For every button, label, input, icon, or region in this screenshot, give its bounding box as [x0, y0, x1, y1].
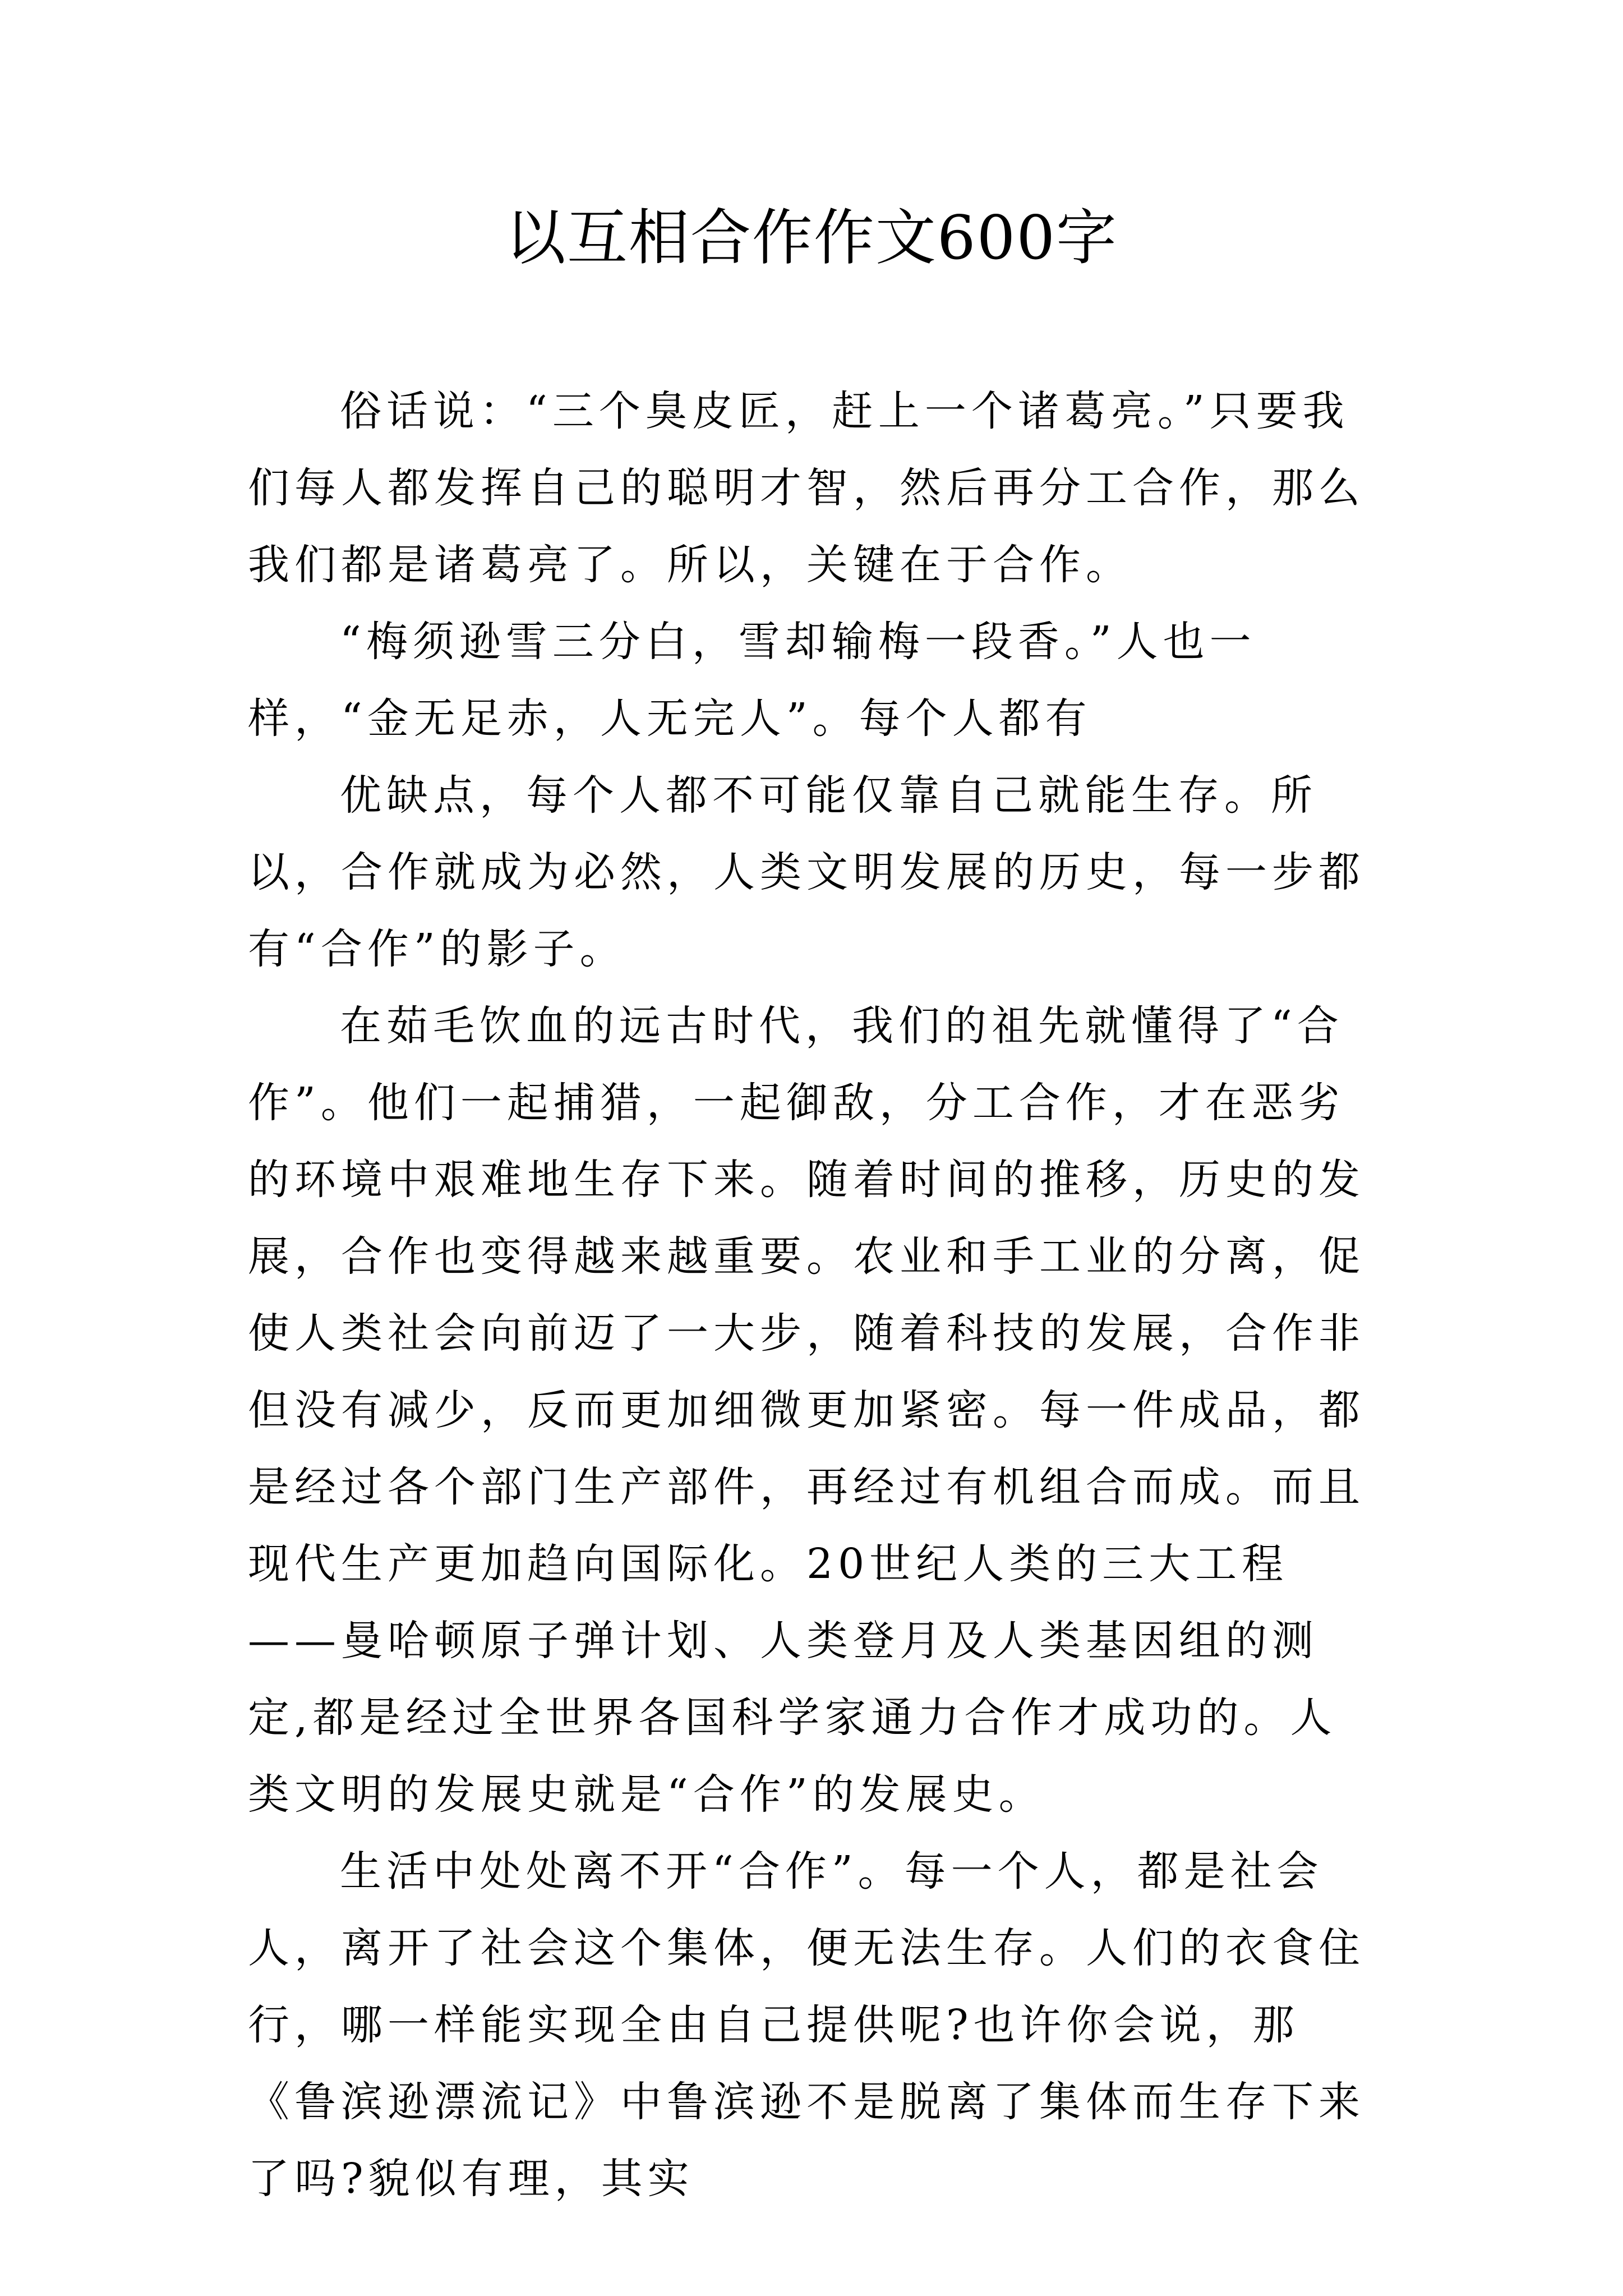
paragraph-5: 生活中处处离不开“合作”。每一个人，都是社会人，离开了社会这个集体，便无法生存。人们的衣食住行，哪一样能实现全由自己提供呢?也许你会说，那《鲁滨逊漂流记》中鲁滨逊不是脱离了集体而生存下来了吗?貌似有理，其实 [248, 1847, 1365, 2203]
document-title: 以互相合作作文600字 [505, 203, 1118, 273]
paragraph-4: 在茹毛饮血的远古时代，我们的祖先就懂得了“合作”。他们一起捕猎，一起御敌，分工合作，才在恶劣的环境中艰难地生存下来。随着时间的推移，历史的发展，合作也变得越来越重要。农业和手工业的分离，促使人类社会向前迈了一大步，随着科技的发展，合作非但没有减少，反而更加细微更加紧密。每一件成品，都是经过各个部门生产部件，再经过有机组合而成。而且现代生产更加趋向国际化。20世纪人类的三大工程——曼哈顿原子弹计划、人类登月及人类基因组的测定,都是经过全世界各国科学家通力合作才成功的。人类文明的发展史就是“合作”的发展史。 [248, 1002, 1365, 1819]
document-body [248, 373, 1375, 2217]
paragraph-2: “梅须逊雪三分白，雪却输梅一段香。”人也一样，“金无足赤，人无完人”。每个人都有 [248, 618, 1256, 743]
paragraph-1: 俗话说：“三个臭皮匠，赶上一个诸葛亮。”只要我们每人都发挥自己的聪明才智，然后再分工合作，那么我们都是诸葛亮了。所以，关键在于合作。 [248, 387, 1365, 589]
paragraph-3: 优缺点，每个人都不可能仅靠自己就能生存。所以，合作就成为必然，人类文明发展的历史，每一步都有“合作”的影子。 [248, 771, 1365, 973]
